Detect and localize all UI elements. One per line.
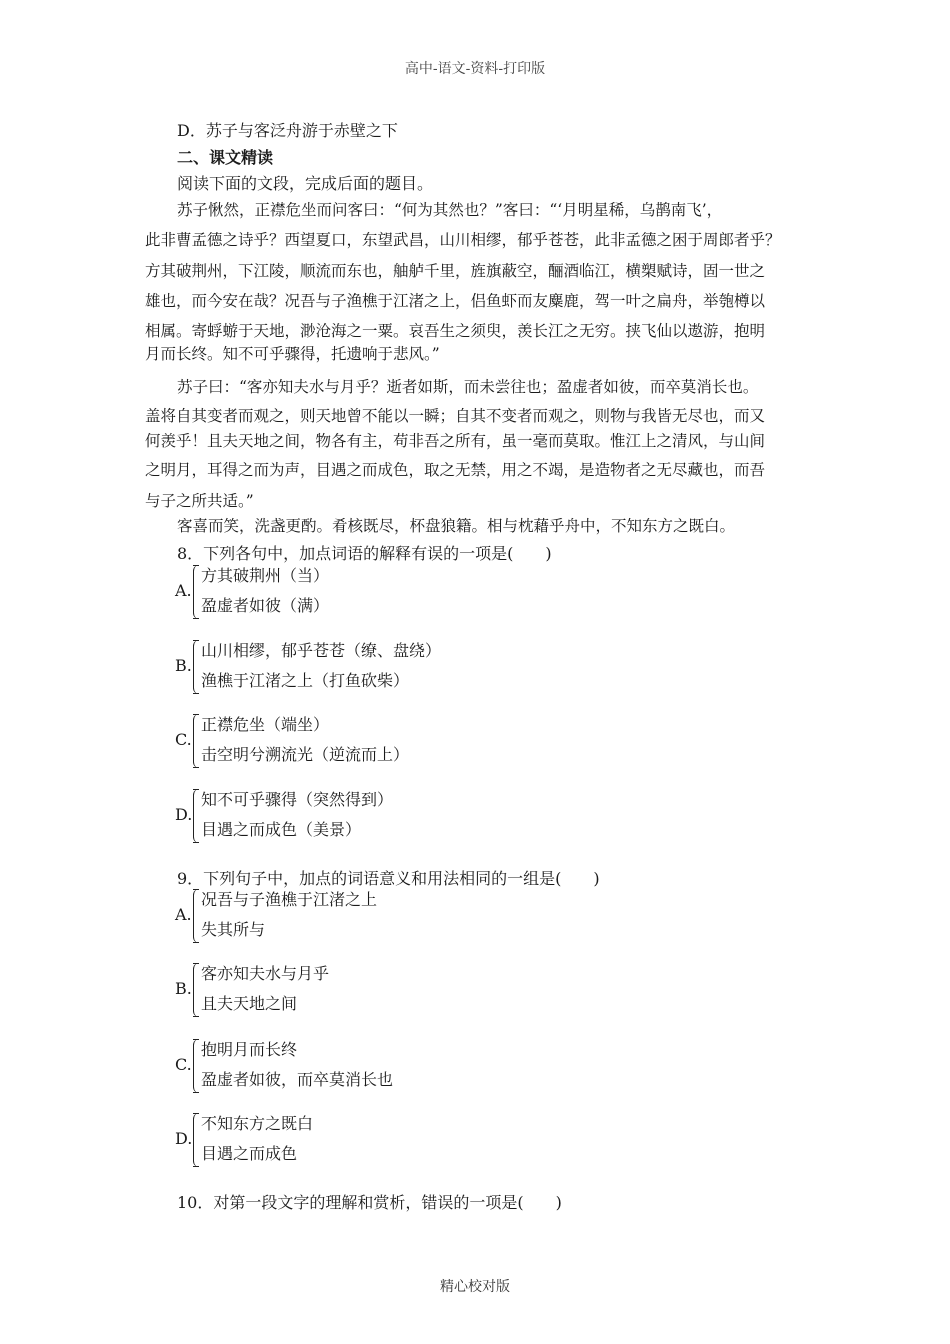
page-header: 高中-语文-资料-打印版 (404, 61, 546, 77)
option-label: A. (175, 581, 192, 600)
option-line-2: 盈虚者如彼（满） (201, 596, 330, 615)
option-line-1: 不知东方之既白 (201, 1114, 314, 1133)
option-label: B. (175, 979, 192, 998)
passage-line: 之明月，耳得之而为声，目遇之而成色，取之无禁，用之不竭，是造物者之无尽藏也，而吾 (145, 461, 766, 479)
option-line-1: 知不可乎骤得（突然得到） (201, 790, 394, 809)
option-line-2: 盈虚者如彼，而卒莫消长也 (201, 1070, 394, 1089)
page-footer: 精心校对版 (440, 1279, 510, 1295)
q8-option-a (175, 565, 595, 625)
passage-line: 月而长终。知不可乎骤得，托遗响于悲风。” (145, 345, 440, 363)
passage-line: 相属。寄蜉蝣于天地，渺沧海之一粟。哀吾生之须臾，羡长江之无穷。挟飞仙以遨游，抱明 (145, 322, 766, 340)
question-10-stem: 10．对第一段文字的理解和赏析，错误的一项是( ) (177, 1193, 562, 1212)
passage-line: 此非曹孟德之诗乎？西望夏口，东望武昌，山川相缪，郁乎苍苍，此非孟德之困于周郎者乎？ (145, 231, 781, 249)
section-title: 二、课文精读 (177, 148, 274, 167)
q9-option-d (175, 1113, 595, 1173)
option-line-2: 渔樵于江渚之上（打鱼砍柴） (201, 671, 410, 690)
option-label: D. (175, 805, 193, 824)
passage-line: 苏子曰：“客亦知夫水与月乎？逝者如斯，而未尝往也；盈虚者如彼，而卒莫消长也。 (177, 378, 759, 396)
passage-line: 苏子愀然，正襟危坐而问客曰：“何为其然也？”客曰：“‘月明星稀，乌鹊南飞’， (177, 201, 723, 219)
q8-option-d (175, 789, 595, 849)
option-label: B. (175, 656, 192, 675)
option-line-1: 正襟危坐（端坐） (201, 715, 330, 734)
option-label: C. (175, 730, 192, 749)
q9-option-b (175, 963, 595, 1023)
q9-option-a (175, 889, 595, 949)
q8-option-b (175, 640, 595, 700)
passage-line: 盖将自其变者而观之，则天地曾不能以一瞬；自其不变者而观之，则物与我皆无尽也，而又 (145, 407, 766, 425)
option-label: C. (175, 1055, 192, 1074)
option-line-1: 客亦知夫水与月乎 (201, 964, 330, 983)
passage-line: 与子之所共适。” (145, 492, 254, 510)
option-line-2: 失其所与 (201, 920, 266, 939)
option-line-2: 且夫天地之间 (201, 994, 298, 1013)
option-line-2: 目遇之而成色（美景） (201, 820, 362, 839)
instruction-text: 阅读下面的文段，完成后面的题目。 (177, 174, 434, 193)
option-d-line: D．苏子与客泛舟游于赤壁之下 (177, 121, 398, 140)
option-label: A. (175, 905, 192, 924)
option-line-2: 击空明兮溯流光（逆流而上） (201, 745, 410, 764)
option-line-1: 山川相缪，郁乎苍苍（缭、盘绕） (201, 641, 442, 660)
option-label: D. (175, 1129, 193, 1148)
question-8-stem: 8．下列各句中，加点词语的解释有误的一项是( ) (177, 544, 552, 563)
passage-line: 客喜而笑，洗盏更酌。肴核既尽，杯盘狼籍。相与枕藉乎舟中，不知东方之既白。 (177, 517, 736, 535)
question-9-stem: 9．下列句子中，加点的词语意义和用法相同的一组是( ) (177, 869, 600, 888)
passage-line: 何羡乎！且夫天地之间，物各有主，苟非吾之所有，虽一毫而莫取。惟江上之清风，与山间 (145, 432, 766, 450)
passage-line: 雄也，而今安在哉？况吾与子渔樵于江渚之上，侣鱼虾而友麋鹿，驾一叶之扁舟，举匏樽以 (145, 292, 766, 310)
option-line-2: 目遇之而成色 (201, 1144, 298, 1163)
option-line-1: 况吾与子渔樵于江渚之上 (201, 890, 378, 909)
passage-line: 方其破荆州，下江陵，顺流而东也，舳舻千里，旌旗蔽空，酾酒临江，横槊赋诗，固一世之 (145, 262, 766, 280)
q9-option-c (175, 1039, 595, 1099)
q8-option-c (175, 714, 595, 774)
option-line-1: 方其破荆州（当） (201, 566, 330, 585)
option-line-1: 抱明月而长终 (201, 1040, 298, 1059)
